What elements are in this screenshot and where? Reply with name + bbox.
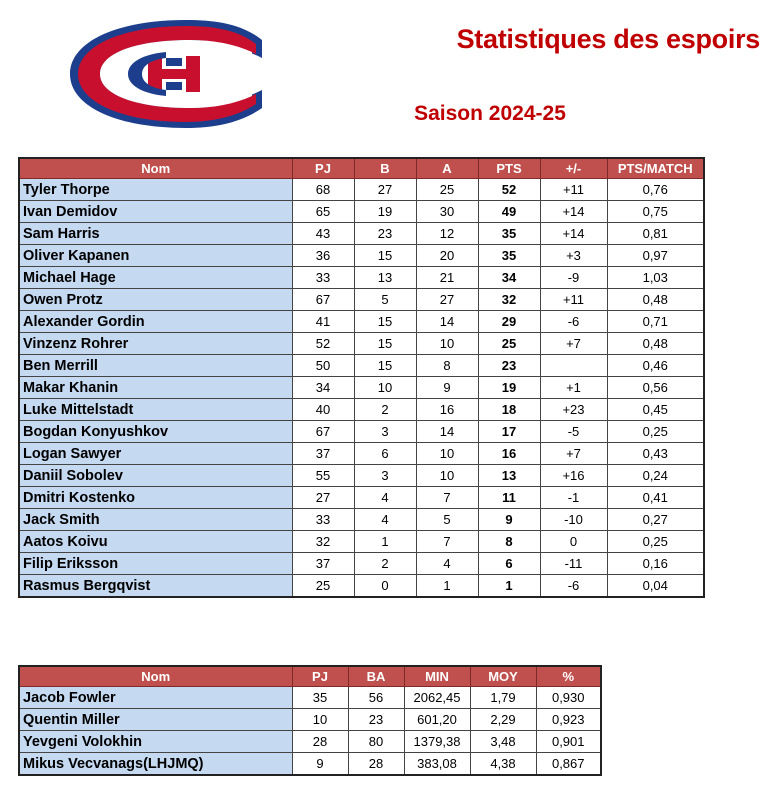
stat-cell: 0,930 <box>536 687 601 709</box>
stat-cell: 10 <box>416 333 478 355</box>
stat-cell: 37 <box>292 443 354 465</box>
table-row <box>19 531 704 553</box>
stat-cell: 65 <box>292 201 354 223</box>
stat-cell: -10 <box>540 509 607 531</box>
stat-cell: 55 <box>292 465 354 487</box>
stat-cell: 36 <box>292 245 354 267</box>
goalies-col-header: BA <box>348 666 404 687</box>
stat-cell: 49 <box>478 201 540 223</box>
stat-cell: 41 <box>292 311 354 333</box>
stat-cell: 0,27 <box>607 509 704 531</box>
stat-cell: 9 <box>478 509 540 531</box>
stat-cell: 15 <box>354 245 416 267</box>
stat-cell: 68 <box>292 179 354 201</box>
stat-cell: +3 <box>540 245 607 267</box>
stat-cell: 0,901 <box>536 731 601 753</box>
goalies-col-header: PJ <box>292 666 348 687</box>
table-row <box>19 289 704 311</box>
stat-cell: 43 <box>292 223 354 245</box>
skaters-col-header: A <box>416 158 478 179</box>
goalies-table <box>18 665 602 776</box>
stat-cell: 18 <box>478 399 540 421</box>
skaters-col-header: +/- <box>540 158 607 179</box>
stat-cell: 4,38 <box>470 753 536 776</box>
stat-cell: 0,16 <box>607 553 704 575</box>
skaters-col-header: PTS/MATCH <box>607 158 704 179</box>
stat-cell: 27 <box>416 289 478 311</box>
player-name: Mikus Vecvanags(LHJMQ) <box>19 753 292 776</box>
stat-cell: 1,03 <box>607 267 704 289</box>
stat-cell: 23 <box>354 223 416 245</box>
stat-cell: 9 <box>416 377 478 399</box>
stat-cell: 0 <box>540 531 607 553</box>
stat-cell: 32 <box>478 289 540 311</box>
stat-cell: 30 <box>416 201 478 223</box>
player-name: Dmitri Kostenko <box>19 487 292 509</box>
stat-cell: 34 <box>292 377 354 399</box>
stat-cell: 56 <box>348 687 404 709</box>
stat-cell: 28 <box>348 753 404 776</box>
stat-cell: 7 <box>416 487 478 509</box>
table-row <box>19 553 704 575</box>
stat-cell: +23 <box>540 399 607 421</box>
player-name: Michael Hage <box>19 267 292 289</box>
table-row <box>19 355 704 377</box>
stat-cell: 34 <box>478 267 540 289</box>
stat-cell: +11 <box>540 179 607 201</box>
stat-cell: 35 <box>478 223 540 245</box>
stat-cell: 5 <box>416 509 478 531</box>
stat-cell: 27 <box>292 487 354 509</box>
stat-cell: 8 <box>416 355 478 377</box>
stat-cell: 67 <box>292 289 354 311</box>
player-name: Rasmus Bergqvist <box>19 575 292 598</box>
stat-cell: 13 <box>478 465 540 487</box>
skaters-col-header: Nom <box>19 158 292 179</box>
table-row <box>19 399 704 421</box>
table-row <box>19 223 704 245</box>
player-name: Sam Harris <box>19 223 292 245</box>
stat-cell: 28 <box>292 731 348 753</box>
stat-cell: 67 <box>292 421 354 443</box>
stat-cell: 0,81 <box>607 223 704 245</box>
stat-cell: 33 <box>292 267 354 289</box>
stat-cell: 4 <box>354 509 416 531</box>
stat-cell: 6 <box>478 553 540 575</box>
table-row <box>19 465 704 487</box>
player-name: Vinzenz Rohrer <box>19 333 292 355</box>
stat-cell: 3 <box>354 465 416 487</box>
stat-cell: 0,25 <box>607 421 704 443</box>
stat-cell: 0,923 <box>536 709 601 731</box>
player-name: Alexander Gordin <box>19 311 292 333</box>
stat-cell: 32 <box>292 531 354 553</box>
stat-cell: 0,56 <box>607 377 704 399</box>
stat-cell: 3 <box>354 421 416 443</box>
table-row <box>19 731 601 753</box>
stat-cell <box>540 355 607 377</box>
table-row <box>19 421 704 443</box>
stat-cell: -6 <box>540 575 607 598</box>
table-row <box>19 575 704 598</box>
table-row <box>19 443 704 465</box>
stat-cell: 52 <box>478 179 540 201</box>
stat-cell: 80 <box>348 731 404 753</box>
table-row <box>19 245 704 267</box>
table-row <box>19 333 704 355</box>
stat-cell: 12 <box>416 223 478 245</box>
stat-cell: -11 <box>540 553 607 575</box>
stat-cell: 0,48 <box>607 333 704 355</box>
stat-cell: 16 <box>416 399 478 421</box>
stat-cell: +7 <box>540 443 607 465</box>
table-row <box>19 487 704 509</box>
player-name: Jacob Fowler <box>19 687 292 709</box>
skaters-col-header: B <box>354 158 416 179</box>
stat-cell: 1 <box>354 531 416 553</box>
stat-cell: -1 <box>540 487 607 509</box>
player-name: Oliver Kapanen <box>19 245 292 267</box>
stat-cell: 10 <box>292 709 348 731</box>
table-row <box>19 267 704 289</box>
table-row <box>19 179 704 201</box>
stat-cell: +1 <box>540 377 607 399</box>
stat-cell: 11 <box>478 487 540 509</box>
stat-cell: -5 <box>540 421 607 443</box>
stat-cell: 17 <box>478 421 540 443</box>
stat-cell: 50 <box>292 355 354 377</box>
stat-cell: +14 <box>540 223 607 245</box>
stat-cell: 0,48 <box>607 289 704 311</box>
stat-cell: 25 <box>416 179 478 201</box>
stat-cell: 27 <box>354 179 416 201</box>
stat-cell: 16 <box>478 443 540 465</box>
table-row <box>19 509 704 531</box>
stat-cell: 4 <box>416 553 478 575</box>
stat-cell: 10 <box>416 465 478 487</box>
table-row <box>19 687 601 709</box>
stat-cell: 25 <box>292 575 354 598</box>
stat-cell: 14 <box>416 311 478 333</box>
stat-cell: 37 <box>292 553 354 575</box>
stat-cell: 15 <box>354 311 416 333</box>
stat-cell: 0,76 <box>607 179 704 201</box>
stat-cell: 1 <box>478 575 540 598</box>
stat-cell: -6 <box>540 311 607 333</box>
table-row <box>19 201 704 223</box>
player-name: Yevgeni Volokhin <box>19 731 292 753</box>
player-name: Aatos Koivu <box>19 531 292 553</box>
stat-cell: 35 <box>478 245 540 267</box>
player-name: Jack Smith <box>19 509 292 531</box>
stat-cell: 13 <box>354 267 416 289</box>
stat-cell: +14 <box>540 201 607 223</box>
stat-cell: 15 <box>354 333 416 355</box>
player-name: Logan Sawyer <box>19 443 292 465</box>
player-name: Bogdan Konyushkov <box>19 421 292 443</box>
stat-cell: 0,71 <box>607 311 704 333</box>
stat-cell: 10 <box>416 443 478 465</box>
goalies-col-header: MOY <box>470 666 536 687</box>
logo-h-bar <box>162 69 186 79</box>
stat-cell: 21 <box>416 267 478 289</box>
stat-cell: 2,29 <box>470 709 536 731</box>
player-name: Ivan Demidov <box>19 201 292 223</box>
stat-cell: 25 <box>478 333 540 355</box>
stat-cell: 33 <box>292 509 354 531</box>
stat-cell: 15 <box>354 355 416 377</box>
stat-cell: 8 <box>478 531 540 553</box>
stat-cell: 6 <box>354 443 416 465</box>
stat-cell: 0,75 <box>607 201 704 223</box>
goalies-col-header: % <box>536 666 601 687</box>
stat-cell: +7 <box>540 333 607 355</box>
player-name: Daniil Sobolev <box>19 465 292 487</box>
logo-h-right <box>186 56 200 92</box>
stat-cell: 5 <box>354 289 416 311</box>
goalies-header-row <box>19 666 601 687</box>
stat-cell: 40 <box>292 399 354 421</box>
stat-cell: 0,43 <box>607 443 704 465</box>
stat-cell: 3,48 <box>470 731 536 753</box>
skaters-col-header: PJ <box>292 158 354 179</box>
stat-cell: 1,79 <box>470 687 536 709</box>
stat-cell: 1379,38 <box>404 731 470 753</box>
goalies-col-header: Nom <box>19 666 292 687</box>
stat-cell: 23 <box>348 709 404 731</box>
stat-cell: 0,45 <box>607 399 704 421</box>
table-row <box>19 311 704 333</box>
stat-cell: 0 <box>354 575 416 598</box>
stat-cell: 0,867 <box>536 753 601 776</box>
table-row <box>19 377 704 399</box>
stat-cell: 9 <box>292 753 348 776</box>
canadiens-logo <box>66 18 276 130</box>
stat-cell: 2 <box>354 553 416 575</box>
stat-cell: 383,08 <box>404 753 470 776</box>
stat-cell: 4 <box>354 487 416 509</box>
stat-cell: 20 <box>416 245 478 267</box>
stat-cell: 0,97 <box>607 245 704 267</box>
player-name: Quentin Miller <box>19 709 292 731</box>
skaters-table <box>18 157 705 598</box>
player-name: Filip Eriksson <box>19 553 292 575</box>
stat-cell: 0,46 <box>607 355 704 377</box>
skaters-header-row <box>19 158 704 179</box>
player-name: Ben Merrill <box>19 355 292 377</box>
stat-cell: 23 <box>478 355 540 377</box>
stat-cell: 601,20 <box>404 709 470 731</box>
stat-cell: 0,04 <box>607 575 704 598</box>
stat-cell: +16 <box>540 465 607 487</box>
stat-cell: 19 <box>478 377 540 399</box>
stat-cell: 0,24 <box>607 465 704 487</box>
stat-cell: 0,25 <box>607 531 704 553</box>
stat-cell: 19 <box>354 201 416 223</box>
stat-cell: 52 <box>292 333 354 355</box>
goalies-col-header: MIN <box>404 666 470 687</box>
skaters-col-header: PTS <box>478 158 540 179</box>
stat-cell: +11 <box>540 289 607 311</box>
stat-cell: 35 <box>292 687 348 709</box>
player-name: Owen Protz <box>19 289 292 311</box>
player-name: Tyler Thorpe <box>19 179 292 201</box>
stat-cell: -9 <box>540 267 607 289</box>
stat-cell: 2062,45 <box>404 687 470 709</box>
stat-cell: 0,41 <box>607 487 704 509</box>
stat-cell: 10 <box>354 377 416 399</box>
player-name: Makar Khanin <box>19 377 292 399</box>
table-row <box>19 753 601 776</box>
page-title: Statistiques des espoirs <box>456 24 760 54</box>
player-name: Luke Mittelstadt <box>19 399 292 421</box>
stat-cell: 1 <box>416 575 478 598</box>
stat-cell: 7 <box>416 531 478 553</box>
table-row <box>19 709 601 731</box>
stat-cell: 29 <box>478 311 540 333</box>
season-label: Saison 2024-25 <box>414 102 566 125</box>
stat-cell: 2 <box>354 399 416 421</box>
stat-cell: 14 <box>416 421 478 443</box>
